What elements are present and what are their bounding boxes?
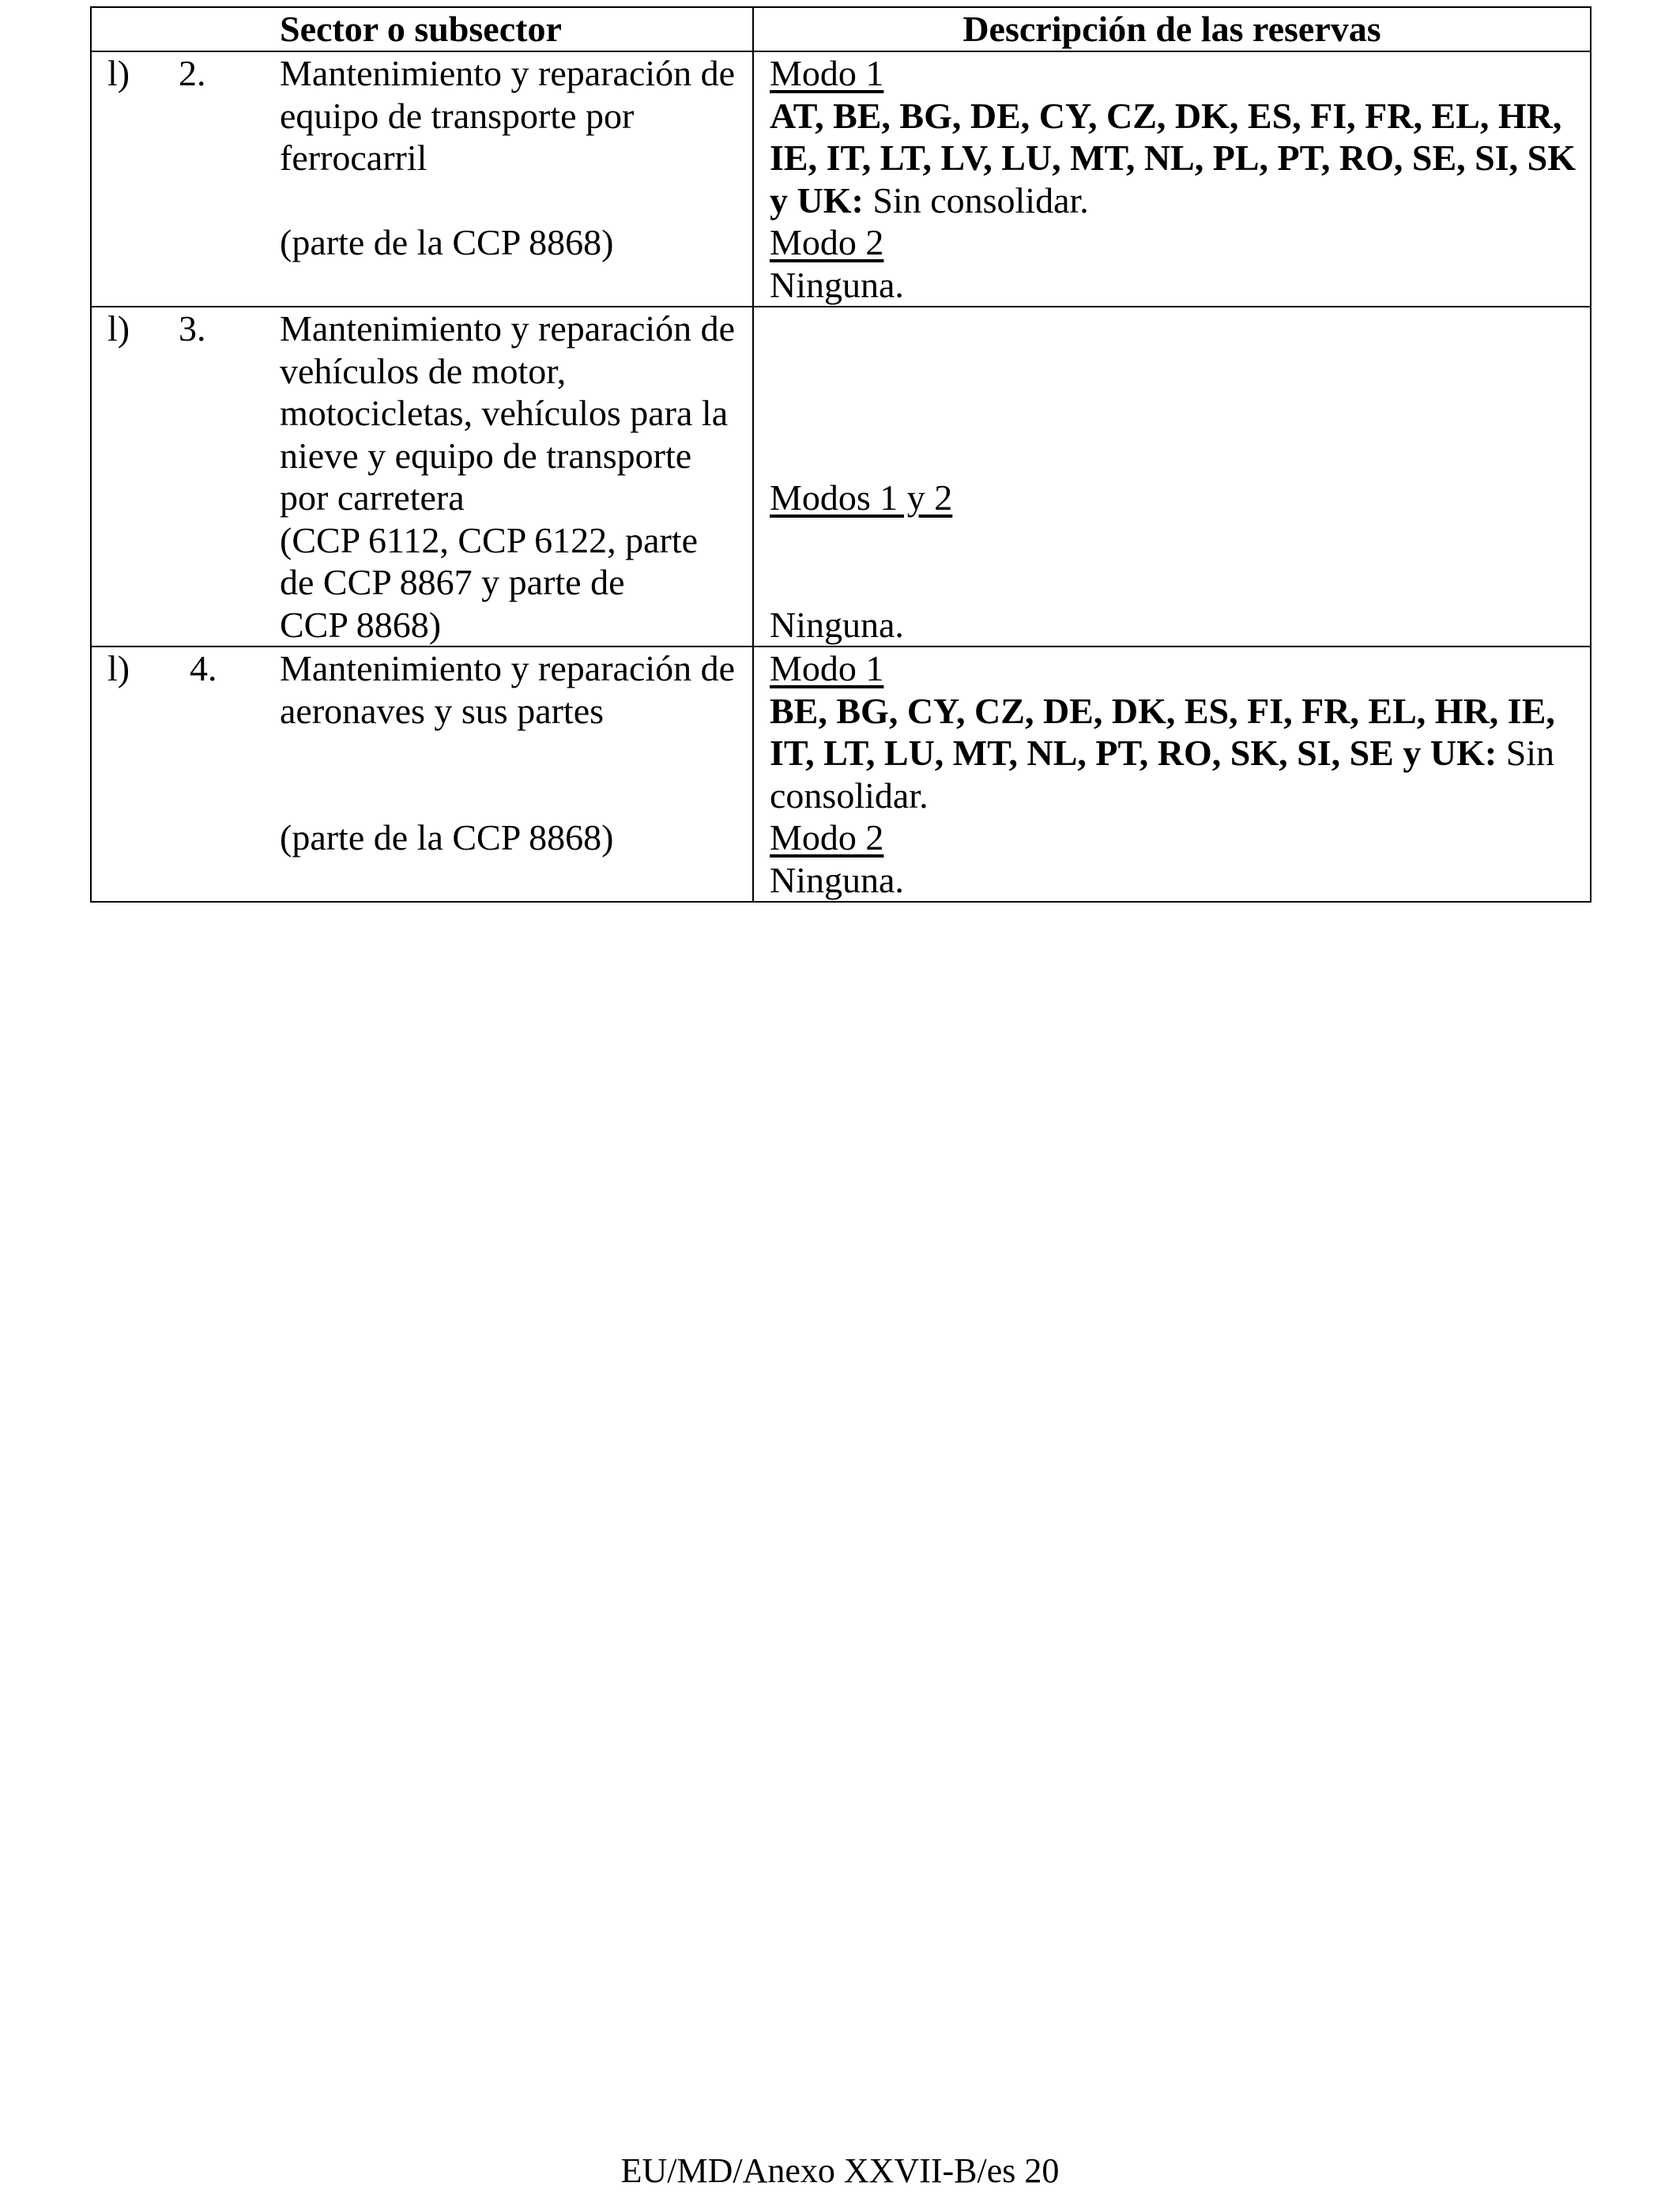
table-row (91, 307, 1591, 647)
mode2-text: Ninguna. (770, 264, 904, 305)
mode1-text: Sin consolidar. (872, 179, 1089, 221)
mode1-reservation (770, 95, 1577, 222)
sector-text: Mantenimiento y reparación de equipo de transporte por ferrocarril (parte de la CCP 8868) (280, 52, 752, 264)
mode1-reservation (770, 690, 1577, 817)
row-number: 3. (179, 308, 206, 349)
mode1-label: Modo 1 (770, 648, 884, 688)
sector-cell (91, 647, 753, 902)
mode2-label: Modo 2 (770, 222, 884, 262)
row-number: 2. (179, 53, 206, 93)
header-sector: Sector o subsector (91, 7, 753, 51)
row-letter: l) (107, 53, 130, 93)
mode1-countries: AT, BE, BG, DE, CY, CZ, DK, ES, FI, FR, EL, HR, IE, IT, LT, LV, LU, MT, NL, PL, PT, RO, SE, SI, SK y UK: (770, 95, 1576, 221)
mode1-label: Modo 1 (770, 53, 884, 93)
row-letter: l) (107, 648, 130, 688)
description-cell (753, 647, 1591, 902)
table-header-row (91, 7, 1591, 51)
sector-text: Mantenimiento y reparación de vehículos de motor, motocicletas, vehículos para la nieve y equipo de transporte por carretera (CCP 6112, CCP 6122, parte de CCP 8867 y parte de CCP 8868) (280, 308, 736, 645)
sector-ref: (parte de la CCP 8868) (280, 817, 614, 858)
page-footer: EU/MD/Anexo XXVII-B/es 20 (620, 2151, 1060, 2190)
sector-ref: (parte de la CCP 8868) (280, 222, 614, 262)
mode2-label: Modo 2 (770, 817, 884, 858)
header-description: Descripción de las reservas (753, 7, 1591, 51)
description-cell (753, 307, 1591, 647)
reservations-table (90, 6, 1591, 903)
table-row (91, 51, 1591, 307)
description-cell (753, 51, 1591, 307)
sector-text: Mantenimiento y reparación de aeronaves y sus partes (parte de la CCP 8868) (280, 647, 752, 859)
modes-label: Modos 1 y 2 (770, 477, 953, 518)
table-row (91, 647, 1591, 902)
row-number: 4. (190, 648, 217, 688)
mode1-text: Sin consolidar. (770, 733, 1555, 816)
sector-cell (91, 307, 753, 647)
modes-text: Ninguna. (770, 604, 904, 645)
sector-cell (91, 51, 753, 307)
row-letter: l) (107, 308, 130, 349)
mode2-text: Ninguna. (770, 859, 904, 900)
mode1-countries: BE, BG, CY, CZ, DE, DK, ES, FI, FR, EL, HR, IE, IT, LT, LU, MT, NL, PT, RO, SK, SI, SE y UK: (770, 690, 1555, 773)
